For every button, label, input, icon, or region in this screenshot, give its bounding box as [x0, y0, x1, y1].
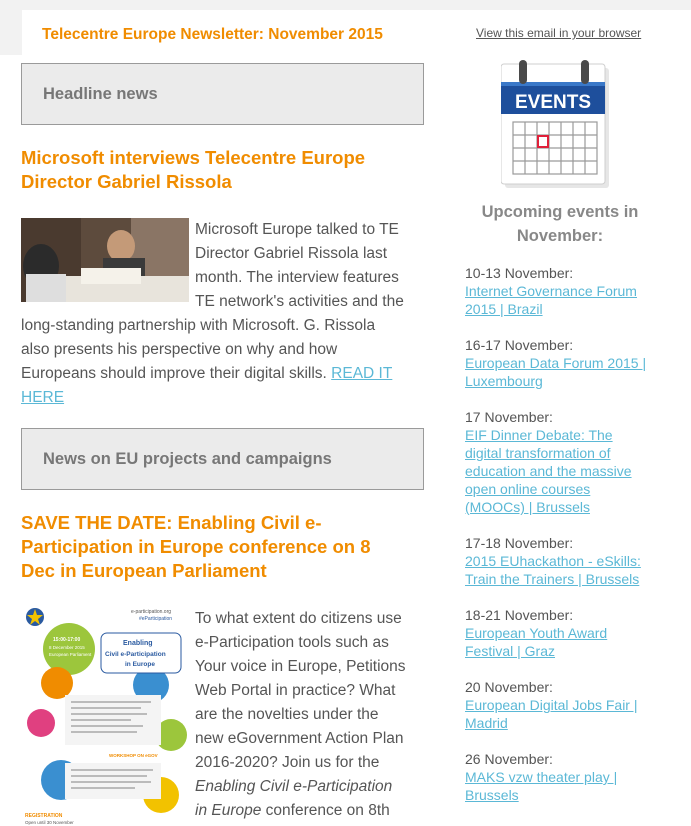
event-item: [465, 408, 665, 516]
body-line: [21, 386, 426, 410]
heading-line: November:: [516, 227, 604, 245]
poster-time: 15:00-17:00: [53, 637, 81, 643]
calendar-events-icon: [501, 60, 611, 190]
body-line: Web Portal in practice? What: [195, 682, 396, 699]
event-date: 18-21 November:: [465, 607, 574, 623]
body-text: conference on 8th: [261, 802, 390, 819]
event-item: [465, 750, 665, 804]
conference-poster[interactable]: [21, 605, 189, 826]
body-line: 2016-2020? Join us for the: [195, 754, 380, 771]
event-link[interactable]: Internet Governance Forum 2015 | Brazil: [465, 283, 637, 317]
body-line: month. The interview features: [195, 269, 399, 286]
event-link[interactable]: European Data Forum 2015 | Luxembourg: [465, 355, 647, 389]
read-it-link[interactable]: READ IT: [331, 365, 393, 382]
poster-venue: European Parliament: [49, 652, 92, 657]
body-line: e-Participation tools such as: [195, 634, 389, 651]
body-text: in Europe: [195, 802, 262, 819]
photo-illustration: [21, 218, 189, 302]
body-line: new eGovernment Action Plan: [195, 730, 404, 747]
event-date: 16-17 November:: [465, 337, 574, 353]
article-photo[interactable]: [21, 218, 189, 302]
article-title[interactable]: [21, 146, 365, 194]
event-item: [465, 264, 665, 318]
event-date: 26 November:: [465, 751, 553, 767]
section-header-label: News on EU projects and campaigns: [43, 450, 332, 468]
body-line: To what extent do citizens use: [195, 610, 402, 627]
event-link[interactable]: European Youth Award Festival | Graz: [465, 625, 608, 659]
newsletter-title: Telecentre Europe Newsletter: November 2015: [42, 26, 383, 43]
poster-heading-3: in Europe: [125, 661, 155, 668]
event-date: 17-18 November:: [465, 535, 574, 551]
top-bar: [0, 0, 691, 10]
body-line: [195, 799, 426, 823]
poster-workshop: WORKSHOP ON eGOV: [109, 753, 158, 758]
body-line: TE network's activities and the: [195, 293, 404, 310]
event-date: 10-13 November:: [465, 265, 574, 281]
article2-body: [195, 607, 426, 823]
event-item: [465, 678, 665, 732]
body-line: Microsoft Europe talked to TE: [195, 221, 399, 238]
event-link[interactable]: MAKS vzw theater play | Brussels: [465, 769, 618, 803]
event-item: [465, 336, 665, 390]
body-line: Enabling Civil e-Participation: [195, 778, 393, 795]
heading-line: Upcoming events in: [481, 203, 639, 221]
section-header-headline: [21, 63, 424, 125]
event-link[interactable]: EIF Dinner Debate: The digital transformation of education and the massive open online courses (MOOCs) | Brussels: [465, 427, 632, 515]
read-it-here-link[interactable]: HERE: [21, 389, 65, 406]
section-header-eu-projects: [21, 428, 424, 490]
event-link[interactable]: European Digital Jobs Fair | Madrid: [465, 697, 638, 731]
events-icon-label: EVENTS: [514, 92, 592, 113]
article-title-line: Dec in European Parliament: [21, 560, 267, 581]
poster-heading-2: Civil e-Participation: [105, 651, 166, 658]
left-strip: [0, 0, 22, 55]
view-in-browser-link[interactable]: View this email in your browser: [476, 26, 642, 40]
article-title[interactable]: [21, 511, 371, 583]
upcoming-events-heading: [460, 200, 660, 248]
body-line: also presents his perspective on why and how: [21, 341, 338, 358]
event-date: 20 November:: [465, 679, 553, 695]
poster-date: 8 December 2015: [49, 645, 85, 650]
event-date: 17 November:: [465, 409, 553, 425]
event-item: [465, 534, 665, 588]
poster-heading-1: Enabling: [123, 640, 153, 647]
body-line: [21, 362, 426, 386]
event-item: [465, 606, 665, 660]
article-title-line: Participation in Europe conference on 8: [21, 536, 371, 557]
body-text: Europeans should improve their digital skills.: [21, 365, 327, 382]
poster-illustration: [21, 605, 189, 826]
article-title-line: Microsoft interviews Telecentre Europe: [21, 147, 366, 168]
body-line: Director Gabriel Rissola last: [195, 245, 388, 262]
article-title-line: SAVE THE DATE: Enabling Civil e-: [21, 512, 322, 533]
body-line: are the novelties under the: [195, 706, 379, 723]
body-line: Your voice in Europe, Petitions: [195, 658, 406, 675]
body-line: long-standing partnership with Microsoft. G. Rissola: [21, 317, 376, 334]
article-title-line: Director Gabriel Rissola: [21, 171, 232, 192]
event-link[interactable]: 2015 EUhackathon - eSkills: Train the Trainers | Brussels: [465, 553, 641, 587]
article-body-beside: [195, 218, 426, 314]
poster-reg-date: Open until 30 November: [25, 820, 74, 825]
poster-registration: REGISTRATION: [25, 813, 63, 819]
article-body-full: [21, 314, 426, 410]
poster-hashtag: #eParticipation: [139, 616, 173, 622]
section-header-label: Headline news: [43, 85, 158, 103]
poster-header-right: e-participation.org: [131, 609, 172, 615]
